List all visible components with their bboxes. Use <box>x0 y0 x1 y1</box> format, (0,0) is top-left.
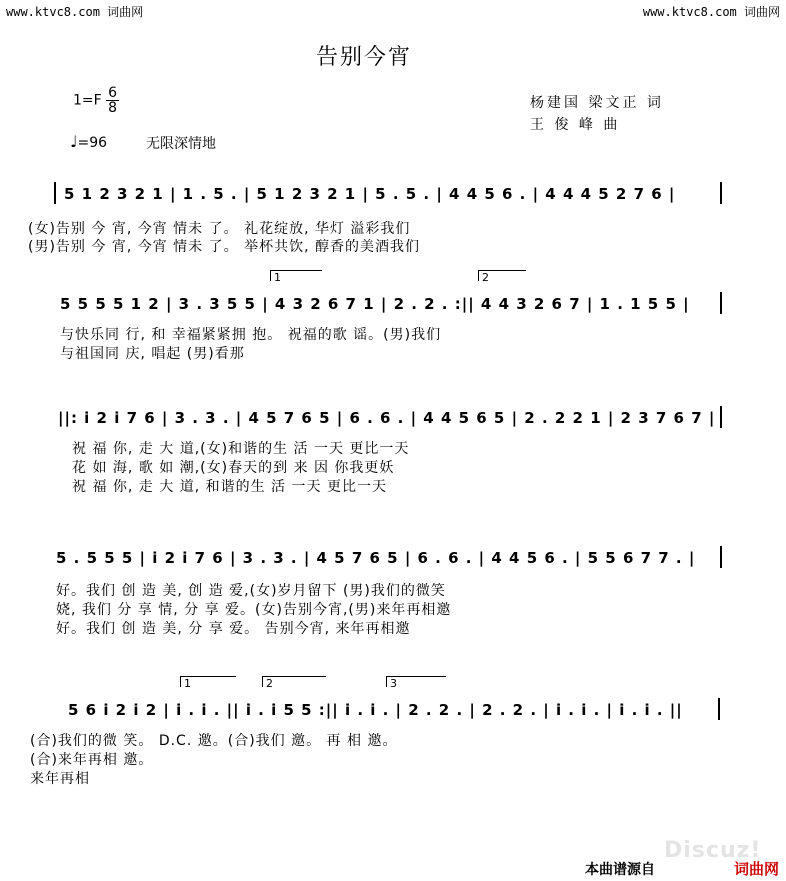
volta-bracket <box>386 676 446 690</box>
volta-bracket <box>180 676 236 690</box>
lyric-line: 来年再相 <box>30 771 90 787</box>
volta-bracket <box>270 270 322 284</box>
notes-line: 5 . 5 5 5 | i 2 i 7 6 | 3 . 3 . | 4 5 7 6 5 | 6 . 6 . | 4 4 5 6 . | 5 5 6 7 7 . | <box>56 549 696 567</box>
watermark-left: www.ktvc8.com 词曲网 <box>6 5 144 19</box>
tempo-value: =96 <box>77 135 108 151</box>
barline <box>720 546 722 568</box>
lyric-line: 花 如 海, 歌 如 潮,(女)春天的到 来 因 你我更妖 <box>72 460 395 476</box>
volta-number: 2 <box>482 271 489 284</box>
volta-number: 2 <box>266 677 273 690</box>
forum-watermark: Discuz! <box>664 838 762 863</box>
lyric-line: (女)告别 今 宵, 今宵 情未 了。 礼花绽放, 华灯 溢彩我们 <box>28 221 411 237</box>
barline <box>54 182 56 204</box>
time-signature <box>106 86 119 115</box>
volta-bracket <box>262 676 326 690</box>
lyric-line: 好。我们 创 造 美, 分 享 爱。 告别今宵, 来年再相邀 <box>56 621 411 637</box>
volta-number: 3 <box>390 677 397 690</box>
notes-line: 5 1 2 3 2 1 | 1 . 5 . | 5 1 2 3 2 1 | 5 . 5 . | 4 4 5 6 . | 4 4 4 5 2 7 6 | <box>64 185 676 203</box>
volta-number: 1 <box>274 271 281 284</box>
key-label: 1=F <box>73 92 102 109</box>
lyricist-credit: 杨建国 梁文正 词 <box>530 95 664 111</box>
lyric-line: 与祖国同 庆, 唱起 (男)看那 <box>60 346 245 362</box>
volta-number: 1 <box>184 677 191 690</box>
lyric-line: (合)我们的微 笑。 D.C. 邀。(合)我们 邀。 再 相 邀。 <box>30 733 398 749</box>
notes-line: 5 6 i 2 i 2 | i . i . || i . i 5 5 :|| i . i . | 2 . 2 . | 2 . 2 . | i . i . | i . i . || <box>68 701 683 719</box>
time-sig-bottom: 8 <box>108 100 118 116</box>
lyric-line: 与快乐同 行, 和 幸福紧紧拥 抱。 祝福的歌 谣。(男)我们 <box>60 327 442 343</box>
barline <box>720 292 722 314</box>
lyric-line: 娆, 我们 分 享 情, 分 享 爱。(女)告别今宵,(男)来年再相邀 <box>56 602 452 618</box>
watermark-right: www.ktvc8.com 词曲网 <box>642 5 780 19</box>
song-title: 告别今宵 <box>316 45 413 70</box>
volta-bracket <box>478 270 526 284</box>
notes-line: ||: i 2 i 7 6 | 3 . 3 . | 4 5 7 6 5 | 6 . 6 . | 4 4 5 6 5 | 2 . 2 2 1 | 2 3 7 6 7 | <box>58 409 716 427</box>
source-label: 本曲谱源自 <box>585 862 655 878</box>
barline <box>718 698 720 720</box>
lyric-line: (合)来年再相 邀。 <box>30 752 154 768</box>
time-sig-top: 6 <box>108 85 118 101</box>
barline <box>720 182 722 204</box>
tempo-marking <box>70 132 107 151</box>
lyric-line: 祝 福 你, 走 大 道,(女)和谐的生 活 一天 更比一天 <box>72 441 410 457</box>
notes-line: 5 5 5 5 1 2 | 3 . 3 5 5 | 4 3 2 6 7 1 | 2 . 2 . :|| 4 4 3 2 6 7 | 1 . 1 5 5 | <box>60 295 690 313</box>
barline <box>720 406 722 428</box>
lyric-line: 好。我们 创 造 美, 创 造 爱,(女)岁月留下 (男)我们的微笑 <box>56 583 446 599</box>
lyric-line: 祝 福 你, 走 大 道, 和谐的生 活 一天 更比一天 <box>72 479 387 495</box>
composer-credit: 王 俊 峰 曲 <box>530 117 621 133</box>
key-signature <box>73 86 119 115</box>
lyric-line: (男)告别 今 宵, 今宵 情未 了。 举杯共饮, 醇香的美酒我们 <box>28 239 420 255</box>
expression-marking: 无限深情地 <box>146 136 216 152</box>
quarter-note-icon: ♩ <box>70 132 78 151</box>
site-logo: 词曲网 <box>734 860 780 878</box>
